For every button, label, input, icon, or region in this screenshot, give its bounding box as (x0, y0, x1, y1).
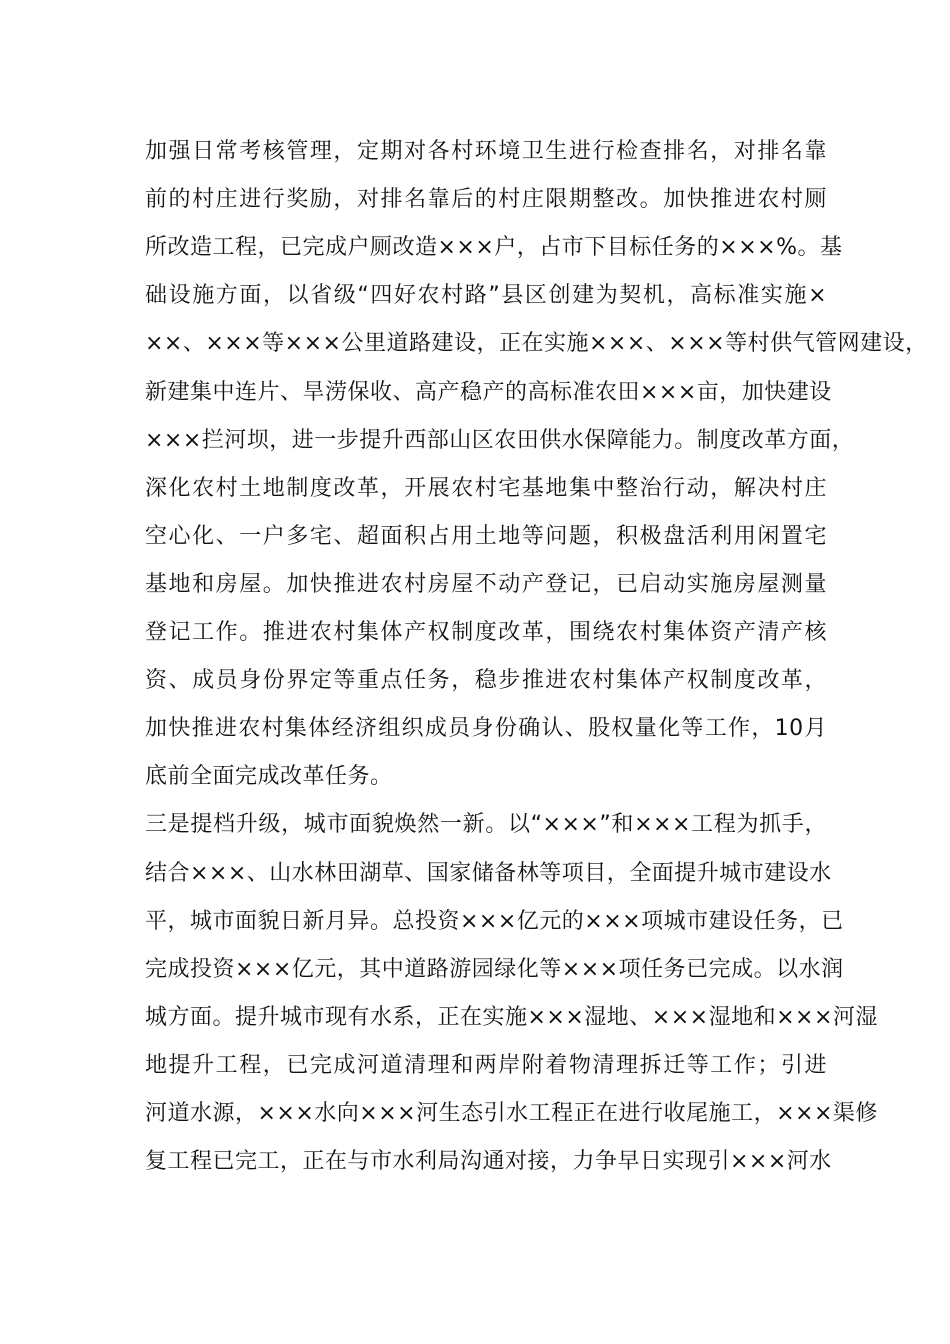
text-line: 空心化、一户多宅、超面积占用土地等问题，积极盘活利用闲置宅 (145, 523, 827, 549)
text-line: 底前全面完成改革任务。 (145, 764, 393, 790)
text-line: 深化农村土地制度改革，开展农村宅基地集中整治行动，解决村庄 (145, 475, 827, 501)
text-line: 平，城市面貌日新月异。总投资×××亿元的×××项城市建设任务，已 (145, 908, 844, 934)
text-line: 加快推进农村集体经济组织成员身份确认、股权量化等工作，10月 (145, 716, 827, 742)
text-line: 三是提档升级，城市面貌焕然一新。以“×××”和×××工程为抓手， (145, 812, 827, 838)
text-line: 资、成员身份界定等重点任务，稳步推进农村集体产权制度改革， (145, 668, 827, 694)
text-line: 加强日常考核管理，定期对各村环境卫生进行检查排名，对排名靠 (145, 139, 827, 164)
text-line: 结合×××、山水林田湖草、国家储备林等项目，全面提升城市建设水 (145, 860, 832, 886)
text-line: 完成投资×××亿元，其中道路游园绿化等×××项任务已完成。以水润 (145, 956, 844, 982)
text-line: 河道水源，×××水向×××河生态引水工程正在进行收尾施工，×××渠修 (145, 1101, 878, 1126)
text-line: 登记工作。推进农村集体产权制度改革，围绕农村集体资产清产核 (145, 620, 827, 645)
text-line: 础设施方面，以省级“四好农村路”县区创建为契机，高标准实施× (145, 283, 827, 309)
text-line: 复工程已完工，正在与市水利局沟通对接，力争早日实现引×××河水 (145, 1149, 832, 1175)
text-line: ×××拦河坝，进一步提升西部山区农田供水保障能力。制度改革方面， (145, 427, 855, 453)
text-line: 地提升工程，已完成河道清理和两岸附着物清理拆迁等工作；引进 (145, 1052, 827, 1078)
text-line: 前的村庄进行奖励，对排名靠后的村庄限期整改。加快推进农村厕 (145, 187, 827, 213)
text-line: ××、×××等×××公里道路建设，正在实施×××、×××等村供气管网建设， (145, 331, 928, 357)
text-line: 所改造工程，已完成户厕改造×××户，占市下目标任务的×××%。基 (145, 235, 843, 261)
text-line: 基地和房屋。加快推进农村房屋不动产登记，已启动实施房屋测量 (145, 571, 827, 597)
text-line: 新建集中连片、旱涝保收、高产稳产的高标准农田×××亩，加快建设 (145, 379, 832, 405)
text-line: 城方面。提升城市现有水系，正在实施×××湿地、×××湿地和×××河湿 (145, 1004, 878, 1030)
